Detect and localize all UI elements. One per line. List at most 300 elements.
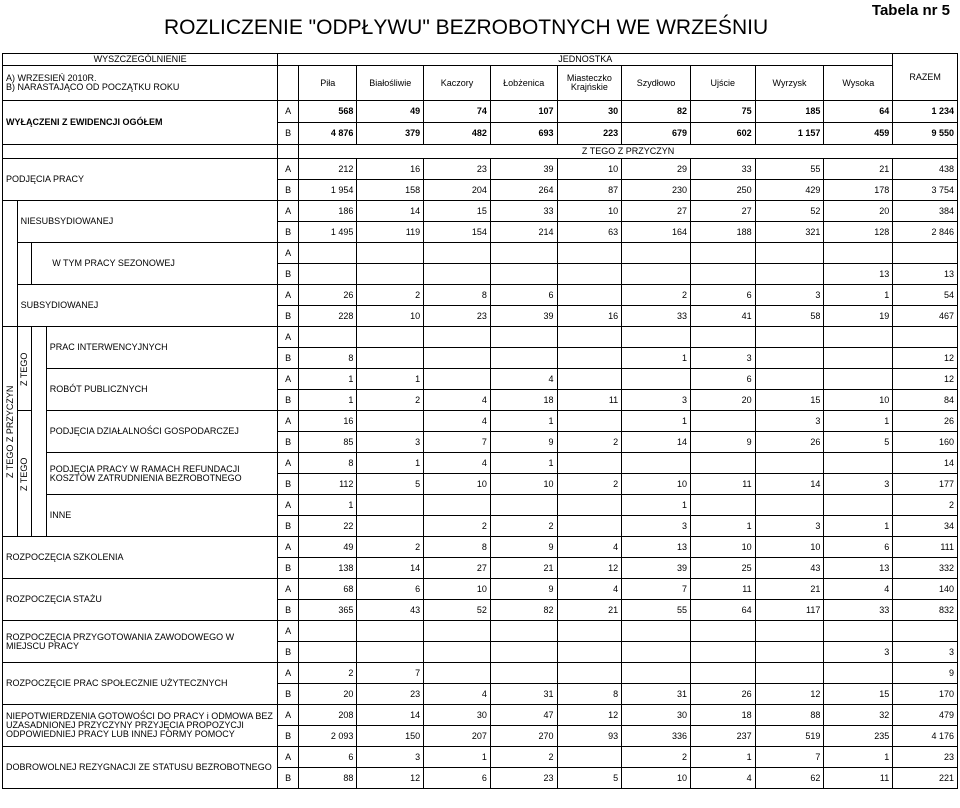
value-A-8: 21: [824, 159, 893, 180]
value-B-2: 4: [424, 684, 491, 705]
ab-marker: A: [278, 621, 299, 642]
total-A-3: 107: [490, 101, 557, 123]
value-A-6: [690, 411, 755, 432]
value-A-4: 10: [557, 201, 622, 222]
value-A-1: 16: [357, 159, 424, 180]
value-B-3: 82: [490, 600, 557, 621]
value-A-9: [893, 243, 958, 264]
value-B-5: 31: [622, 684, 691, 705]
value-B-1: [357, 642, 424, 663]
table-row: [3, 453, 958, 474]
table-row: [3, 369, 958, 390]
value-B-1: 10: [357, 306, 424, 327]
value-A-9: 26: [893, 411, 958, 432]
value-B-3: 21: [490, 558, 557, 579]
ab-marker: B: [278, 516, 299, 537]
value-A-6: 18: [690, 705, 755, 726]
value-B-6: 41: [690, 306, 755, 327]
value-B-6: 11: [690, 474, 755, 495]
value-B-7: 26: [755, 432, 824, 453]
value-B-7: 14: [755, 474, 824, 495]
header-z-tego-z-przyczyn: Z TEGO Z PRZYCZYN: [299, 145, 958, 159]
value-A-2: [424, 243, 491, 264]
ab-marker: A: [278, 285, 299, 306]
report-table: [2, 53, 958, 789]
value-B-9: 160: [893, 432, 958, 453]
value-A-7: 7: [755, 747, 824, 768]
total-A-6: 75: [690, 101, 755, 123]
value-B-0: 365: [299, 600, 357, 621]
value-A-1: 1: [357, 369, 424, 390]
value-A-7: [755, 663, 824, 684]
value-A-1: [357, 327, 424, 348]
value-B-3: [490, 264, 557, 285]
total-A-9: 1 234: [893, 101, 958, 123]
value-A-4: [557, 747, 622, 768]
value-A-6: 10: [690, 537, 755, 558]
value-A-7: [755, 243, 824, 264]
value-B-0: 22: [299, 516, 357, 537]
value-A-0: 212: [299, 159, 357, 180]
value-A-6: [690, 453, 755, 474]
total-B-7: 1 157: [755, 123, 824, 145]
value-B-3: 31: [490, 684, 557, 705]
title-bar: [0, 2, 960, 46]
value-B-0: 85: [299, 432, 357, 453]
value-B-8: 128: [824, 222, 893, 243]
value-B-8: 11: [824, 768, 893, 789]
value-A-4: [557, 663, 622, 684]
value-A-6: 33: [690, 159, 755, 180]
row-label-przygotowania: ROZPOCZĘCIA PRZYGOTOWANIA ZAWODOWEGO W MIEJSCU PRACY: [3, 621, 278, 663]
ab-marker: A: [278, 101, 299, 123]
value-A-9: 9: [893, 663, 958, 684]
value-B-7: 12: [755, 684, 824, 705]
value-A-7: 55: [755, 159, 824, 180]
value-B-8: 235: [824, 726, 893, 747]
value-A-0: 208: [299, 705, 357, 726]
value-A-2: 4: [424, 411, 491, 432]
spacer-cell: [278, 145, 299, 159]
value-B-8: 3: [824, 474, 893, 495]
value-A-7: [755, 453, 824, 474]
value-A-4: [557, 369, 622, 390]
header-column-2: Kaczory: [424, 66, 491, 101]
table-row: [3, 285, 958, 306]
value-A-9: [893, 327, 958, 348]
row-label-szkolenia: ROZPOCZĘCIA SZKOLENIA: [3, 537, 278, 579]
value-A-2: 30: [424, 705, 491, 726]
value-A-0: [299, 243, 357, 264]
value-A-4: [557, 411, 622, 432]
value-B-4: 12: [557, 558, 622, 579]
value-A-8: [824, 327, 893, 348]
value-B-3: [490, 642, 557, 663]
value-B-1: 158: [357, 180, 424, 201]
ab-marker: B: [278, 348, 299, 369]
value-A-9: 23: [893, 747, 958, 768]
value-B-9: 170: [893, 684, 958, 705]
value-B-8: 1: [824, 516, 893, 537]
row-label-robot-publicznych: ROBÓT PUBLICZNYCH: [46, 369, 277, 411]
table-row: [3, 145, 958, 159]
header-column-3: Łobżenica: [490, 66, 557, 101]
ab-marker: A: [278, 747, 299, 768]
value-A-3: 9: [490, 537, 557, 558]
header-column-7: Wyrzysk: [755, 66, 824, 101]
value-A-2: [424, 327, 491, 348]
row-label-prac-interwencyjnych: PRAC INTERWENCYJNYCH: [46, 327, 277, 369]
value-B-9: 3: [893, 642, 958, 663]
value-B-9: 832: [893, 600, 958, 621]
total-B-5: 679: [622, 123, 691, 145]
value-A-1: [357, 411, 424, 432]
value-B-6: 26: [690, 684, 755, 705]
value-A-1: [357, 243, 424, 264]
value-A-7: 3: [755, 285, 824, 306]
table-row: [3, 537, 958, 558]
value-B-9: 467: [893, 306, 958, 327]
row-label-sezonowej: W TYM PRACY SEZONOWEJ: [32, 243, 278, 285]
value-A-1: 6: [357, 579, 424, 600]
value-B-4: 5: [557, 768, 622, 789]
ab-marker: B: [278, 306, 299, 327]
value-A-5: 1: [622, 411, 691, 432]
value-B-1: 43: [357, 600, 424, 621]
table-row: [3, 201, 958, 222]
value-B-9: 4 176: [893, 726, 958, 747]
value-A-3: 2: [490, 747, 557, 768]
value-B-9: 34: [893, 516, 958, 537]
value-B-6: 188: [690, 222, 755, 243]
value-A-8: 4: [824, 579, 893, 600]
row-label-niesubsydiowanej: NIESUBSYDIOWANEJ: [17, 201, 278, 243]
value-A-5: 2: [622, 285, 691, 306]
value-B-2: 2: [424, 516, 491, 537]
value-A-3: 4: [490, 369, 557, 390]
value-A-5: 7: [622, 579, 691, 600]
value-B-9: 2 846: [893, 222, 958, 243]
total-B-6: 602: [690, 123, 755, 145]
value-A-0: 2: [299, 663, 357, 684]
value-A-1: 2: [357, 285, 424, 306]
row-label-podjecia-pracy: PODJĘCIA PRACY: [3, 159, 278, 201]
ab-marker: A: [278, 243, 299, 264]
value-B-7: 62: [755, 768, 824, 789]
period-b-label: B) NARASTAJĄCO OD POCZĄTKU ROKU: [6, 82, 180, 92]
value-B-8: 10: [824, 390, 893, 411]
value-B-4: [557, 516, 622, 537]
ab-marker: A: [278, 579, 299, 600]
value-A-7: 10: [755, 537, 824, 558]
total-B-4: 223: [557, 123, 622, 145]
value-B-7: 429: [755, 180, 824, 201]
value-A-1: 14: [357, 201, 424, 222]
row-label-subsydiowanej: SUBSYDIOWANEJ: [17, 285, 278, 327]
value-B-5: 336: [622, 726, 691, 747]
period-a-label: A) WRZESIEŃ 2010R.: [6, 73, 97, 83]
value-B-6: 3: [690, 348, 755, 369]
side-label-z-tego: Z TEGO: [17, 327, 32, 411]
ab-marker: B: [278, 768, 299, 789]
value-B-5: 10: [622, 768, 691, 789]
value-A-5: 2: [622, 747, 691, 768]
value-B-6: 250: [690, 180, 755, 201]
value-B-3: 214: [490, 222, 557, 243]
value-A-6: 6: [690, 285, 755, 306]
value-B-0: 112: [299, 474, 357, 495]
value-A-7: 52: [755, 201, 824, 222]
row-label-stazu: ROZPOCZĘCIA STAŻU: [3, 579, 278, 621]
total-A-0: 568: [299, 101, 357, 123]
indent-cell: [3, 201, 18, 327]
value-A-2: 15: [424, 201, 491, 222]
value-B-0: 1: [299, 390, 357, 411]
value-B-5: 164: [622, 222, 691, 243]
value-B-3: 18: [490, 390, 557, 411]
value-A-5: 29: [622, 159, 691, 180]
value-B-2: 52: [424, 600, 491, 621]
value-B-4: 21: [557, 600, 622, 621]
value-A-3: [490, 663, 557, 684]
value-B-5: 3: [622, 390, 691, 411]
value-B-4: [557, 642, 622, 663]
value-A-7: [755, 369, 824, 390]
value-A-6: [690, 243, 755, 264]
value-A-9: [893, 621, 958, 642]
value-B-3: 39: [490, 306, 557, 327]
value-A-4: 4: [557, 579, 622, 600]
value-B-5: 10: [622, 474, 691, 495]
value-B-0: [299, 264, 357, 285]
value-B-9: 12: [893, 348, 958, 369]
value-B-0: 1 954: [299, 180, 357, 201]
value-A-0: 26: [299, 285, 357, 306]
total-A-8: 64: [824, 101, 893, 123]
row-label-rezygnacji: DOBROWOLNEJ REZYGNACJI ZE STATUSU BEZROBOTNEGO: [3, 747, 278, 789]
value-B-9: 13: [893, 264, 958, 285]
value-A-8: [824, 495, 893, 516]
value-B-1: 3: [357, 432, 424, 453]
value-A-5: 27: [622, 201, 691, 222]
indent-cell: [32, 327, 47, 537]
ab-marker: B: [278, 474, 299, 495]
value-A-6: [690, 621, 755, 642]
value-B-3: 10: [490, 474, 557, 495]
value-A-3: [490, 327, 557, 348]
value-A-3: 1: [490, 411, 557, 432]
row-label-prac-spolecznie: ROZPOCZĘCIE PRAC SPOŁECZNIE UŻYTECZNYCH: [3, 663, 278, 705]
value-A-6: 11: [690, 579, 755, 600]
ab-marker: B: [278, 180, 299, 201]
header-wyszczegolnienie: WYSZCZEGÓLNIENIE: [3, 54, 278, 66]
value-B-8: 5: [824, 432, 893, 453]
value-A-9: 12: [893, 369, 958, 390]
header-column-6: Ujście: [690, 66, 755, 101]
value-A-8: [824, 369, 893, 390]
table-row: [3, 54, 958, 66]
ab-marker: A: [278, 327, 299, 348]
value-B-7: [755, 264, 824, 285]
value-A-0: [299, 327, 357, 348]
value-A-8: 32: [824, 705, 893, 726]
value-A-4: 12: [557, 705, 622, 726]
value-A-9: 14: [893, 453, 958, 474]
row-label-niepotwierdzenia: NIEPOTWIERDZENIA GOTOWOŚCI DO PRACY i ODMOWA BEZ UZASADNIONEJ PRZYCZYNY PRZYJĘCIA PROPOZYCJI ODPOWIEDNIEJ PRACY LUB INNEJ FORMY POMOCY: [3, 705, 278, 747]
ab-marker: B: [278, 684, 299, 705]
value-A-6: 6: [690, 369, 755, 390]
value-B-4: 93: [557, 726, 622, 747]
row-label-inne: INNE: [46, 495, 277, 537]
value-A-8: [824, 243, 893, 264]
value-A-7: 21: [755, 579, 824, 600]
ab-marker: B: [278, 222, 299, 243]
value-A-1: 1: [357, 453, 424, 474]
value-B-0: 8: [299, 348, 357, 369]
value-A-1: [357, 621, 424, 642]
value-B-5: 55: [622, 600, 691, 621]
value-B-0: 138: [299, 558, 357, 579]
value-B-0: 228: [299, 306, 357, 327]
value-A-8: 1: [824, 747, 893, 768]
value-B-7: 58: [755, 306, 824, 327]
ab-marker: B: [278, 264, 299, 285]
value-A-9: 2: [893, 495, 958, 516]
ab-marker: B: [278, 642, 299, 663]
table-row: [3, 663, 958, 684]
total-B-1: 379: [357, 123, 424, 145]
ab-marker: B: [278, 726, 299, 747]
table-row: [3, 705, 958, 726]
ab-marker: A: [278, 663, 299, 684]
value-B-6: 1: [690, 516, 755, 537]
value-A-9: 140: [893, 579, 958, 600]
value-B-8: 3: [824, 642, 893, 663]
ab-marker: A: [278, 369, 299, 390]
value-A-0: 49: [299, 537, 357, 558]
value-A-2: [424, 369, 491, 390]
value-B-5: 1: [622, 348, 691, 369]
total-A-1: 49: [357, 101, 424, 123]
table-row: [3, 495, 958, 516]
value-B-1: [357, 348, 424, 369]
ab-marker: B: [278, 432, 299, 453]
value-B-8: 178: [824, 180, 893, 201]
table-body: [3, 54, 958, 789]
header-column-4: Miasteczko Krajńskie: [557, 66, 622, 101]
value-B-1: [357, 264, 424, 285]
value-A-2: 4: [424, 453, 491, 474]
value-B-2: 23: [424, 306, 491, 327]
value-A-7: [755, 327, 824, 348]
value-B-2: 10: [424, 474, 491, 495]
value-B-7: 43: [755, 558, 824, 579]
value-B-4: 87: [557, 180, 622, 201]
value-B-0: 20: [299, 684, 357, 705]
value-A-0: 16: [299, 411, 357, 432]
ab-marker: B: [278, 600, 299, 621]
value-A-3: 9: [490, 579, 557, 600]
value-A-0: 6: [299, 747, 357, 768]
value-A-5: [622, 663, 691, 684]
value-A-2: 8: [424, 285, 491, 306]
value-A-5: [622, 453, 691, 474]
value-A-5: 13: [622, 537, 691, 558]
table-row: [3, 243, 958, 264]
value-B-3: 9: [490, 432, 557, 453]
value-B-2: [424, 642, 491, 663]
value-B-4: 8: [557, 684, 622, 705]
ab-marker: A: [278, 411, 299, 432]
value-A-6: 1: [690, 747, 755, 768]
value-B-4: 11: [557, 390, 622, 411]
value-B-5: 14: [622, 432, 691, 453]
ab-marker: A: [278, 537, 299, 558]
value-A-0: 1: [299, 369, 357, 390]
total-A-7: 185: [755, 101, 824, 123]
value-A-7: 3: [755, 411, 824, 432]
value-B-0: 1 495: [299, 222, 357, 243]
value-A-8: 6: [824, 537, 893, 558]
header-razem: RAZEM: [893, 54, 958, 101]
row-label-dzialalnosci: PODJĘCIA DZIAŁALNOŚCI GOSPODARCZEJ: [46, 411, 277, 453]
value-A-7: [755, 621, 824, 642]
value-A-1: 14: [357, 705, 424, 726]
value-B-2: 207: [424, 726, 491, 747]
value-A-7: [755, 495, 824, 516]
value-B-7: 117: [755, 600, 824, 621]
indent-cell: [17, 243, 32, 285]
value-B-4: [557, 348, 622, 369]
value-A-5: [622, 243, 691, 264]
total-B-2: 482: [424, 123, 491, 145]
value-A-9: 438: [893, 159, 958, 180]
value-A-2: 1: [424, 747, 491, 768]
value-B-8: 19: [824, 306, 893, 327]
value-A-4: 4: [557, 537, 622, 558]
value-B-9: 84: [893, 390, 958, 411]
value-B-6: 237: [690, 726, 755, 747]
value-A-9: 384: [893, 201, 958, 222]
value-A-4: [557, 327, 622, 348]
value-A-9: 54: [893, 285, 958, 306]
value-B-6: 9: [690, 432, 755, 453]
value-A-2: [424, 621, 491, 642]
value-B-9: 3 754: [893, 180, 958, 201]
spacer-cell: [3, 145, 278, 159]
value-A-9: 479: [893, 705, 958, 726]
value-A-4: [557, 243, 622, 264]
side-label-z-tego-z-przyczyn: Z TEGO Z PRZYCZYN: [3, 327, 18, 537]
value-A-2: 8: [424, 537, 491, 558]
value-B-9: 221: [893, 768, 958, 789]
value-A-6: 27: [690, 201, 755, 222]
value-B-1: 119: [357, 222, 424, 243]
row-label-refundacji: PODJĘCIA PRACY W RAMACH REFUNDACJI KOSZTÓW ZATRUDNIENIA BEZROBOTNEGO: [46, 453, 277, 495]
value-A-3: [490, 495, 557, 516]
value-A-6: [690, 495, 755, 516]
value-B-7: 519: [755, 726, 824, 747]
value-B-2: 27: [424, 558, 491, 579]
value-A-0: 8: [299, 453, 357, 474]
value-B-8: 15: [824, 684, 893, 705]
value-A-3: 47: [490, 705, 557, 726]
ab-marker: A: [278, 159, 299, 180]
value-B-9: 332: [893, 558, 958, 579]
value-B-1: [357, 516, 424, 537]
table-row: [3, 159, 958, 180]
table-number: Tabela nr 5: [871, 2, 950, 19]
